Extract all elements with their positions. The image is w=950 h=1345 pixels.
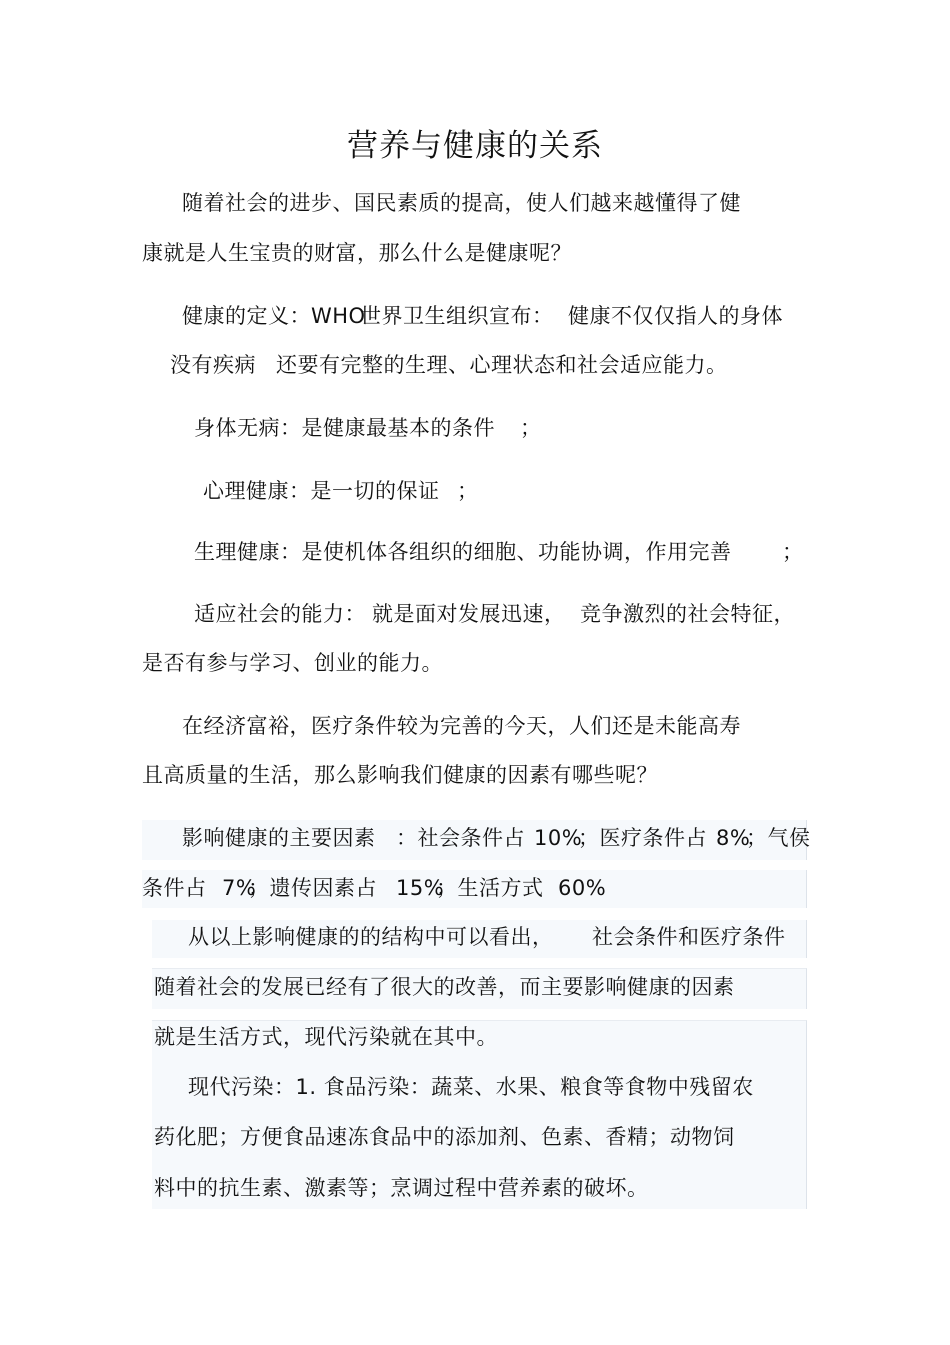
aspect-physiology-text: 生理健康：是使机体各组织的细胞、功能协调，作用完善 (194, 540, 732, 564)
economy-line-2: 且高质量的生活，那么影响我们健康的因素有哪些呢？ (142, 763, 658, 787)
conclusion-text-1: 从以上影响健康的的结构中可以看出， (188, 925, 554, 949)
aspect-adapt-text-1: 就是面对发展迅速， (372, 602, 566, 626)
definition-line-2 (170, 350, 770, 380)
definition-complete: 还要有完整的生理、心理状态和社会适应能力。 (276, 353, 728, 377)
factors-line-2 (142, 873, 782, 903)
conclusion-line-1 (188, 922, 798, 952)
aspect-mind (203, 476, 503, 506)
factors-social-label: ：社会条件占 (396, 826, 525, 850)
aspect-adapt-label: 适应社会的能力： (194, 602, 366, 626)
aspect-body (194, 413, 594, 443)
aspect-physiology (194, 537, 814, 567)
aspect-physiology-semicolon: ； (782, 540, 804, 564)
factors-climate-condition: 条件占 (142, 876, 207, 900)
definition-no-disease: 没有疾病 (170, 353, 256, 377)
factors-genetic-label: ；遗传因素占 (248, 876, 377, 900)
definition-text: 健康不仅仅指人的身体 (568, 304, 783, 328)
factors-climate-label: ；气侯 (746, 826, 811, 850)
factors-climate-value: 7% (222, 876, 257, 900)
factors-genetic-value: 15% (396, 876, 445, 900)
conclusion-text-2: 社会条件和医疗条件 (592, 925, 786, 949)
factors-lifestyle-label: ；生活方式 (436, 876, 544, 900)
definition-line-1 (182, 301, 802, 331)
definition-who: 世界卫生组织宣布： (360, 304, 554, 328)
definition-label: 健康的定义：WHO (182, 304, 366, 328)
aspect-adapt-text-2: 竞争激烈的社会特征， (580, 602, 795, 626)
factors-medical-value: 8% (716, 826, 751, 850)
aspect-adapt-line-2: 是否有参与学习、创业的能力。 (142, 651, 443, 675)
pollution-line-3: 料中的抗生素、激素等；烹调过程中营养素的破坏。 (154, 1176, 649, 1200)
pollution-line-1: 现代污染：1. 食品污染：蔬菜、水果、粮食等食物中残留农 (188, 1075, 754, 1099)
economy-line-1: 在经济富裕，医疗条件较为完善的今天，人们还是未能高寿 (182, 714, 741, 738)
aspect-body-text: 身体无病：是健康最基本的条件 (194, 416, 495, 440)
intro-line-2: 康就是人生宝贵的财富，那么什么是健康呢？ (142, 241, 572, 265)
aspect-mind-text: 心理健康：是一切的保证 (203, 479, 440, 503)
factors-label: 影响健康的主要因素 (182, 826, 376, 850)
aspect-mind-semicolon: ； (457, 479, 479, 503)
conclusion-line-3: 就是生活方式，现代污染就在其中。 (154, 1025, 498, 1049)
intro-line-1: 随着社会的进步、国民素质的提高，使人们越来越懂得了健 (182, 191, 741, 215)
conclusion-line-2: 随着社会的发展已经有了很大的改善，而主要影响健康的因素 (154, 975, 735, 999)
pollution-line-2: 药化肥；方便食品速冻食品中的添加剂、色素、香精；动物饲 (154, 1125, 735, 1149)
factors-medical-label: ；医疗条件占 (578, 826, 707, 850)
factors-social-value: 10% (534, 826, 583, 850)
factors-line-1 (182, 823, 811, 853)
aspect-body-semicolon: ； (520, 416, 542, 440)
aspect-adapt-line-1 (194, 599, 804, 629)
page-title: 营养与健康的关系 (347, 128, 603, 164)
factors-lifestyle-value: 60% (558, 876, 607, 900)
